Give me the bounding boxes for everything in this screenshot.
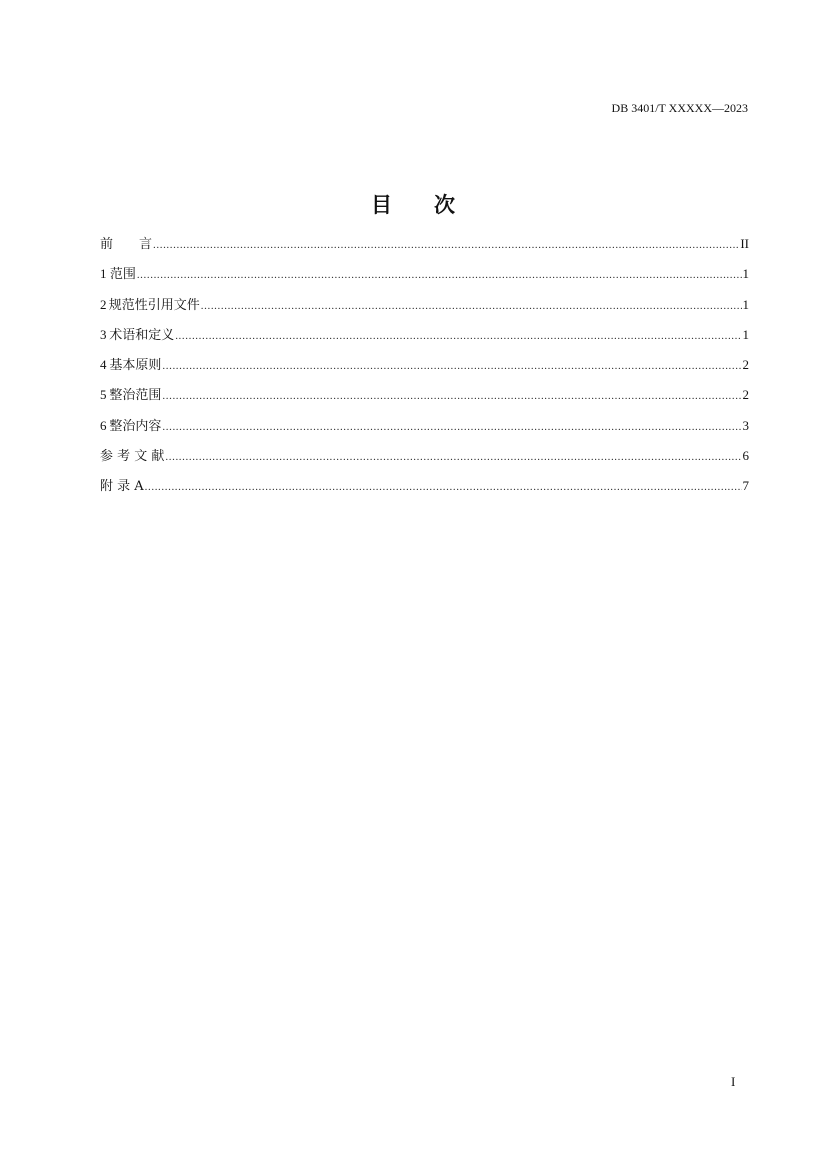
toc-entry-page: 1 <box>742 266 749 282</box>
toc-entry-bibliography[interactable] <box>100 446 749 476</box>
dot-leader <box>145 477 742 497</box>
toc-entry-page: 2 <box>742 357 749 373</box>
toc-entry-label: 前 言 <box>100 237 153 252</box>
toc-entry-label: 范围 <box>109 267 136 283</box>
table-of-contents <box>100 234 749 507</box>
dot-leader <box>162 386 741 406</box>
toc-entry-label: 附 录 A <box>100 479 144 495</box>
dot-leader <box>137 265 742 285</box>
dot-leader <box>201 296 742 316</box>
toc-entry-appendix-a[interactable] <box>100 476 749 506</box>
toc-entry-number: 2 <box>100 296 107 312</box>
dot-leader <box>165 447 741 467</box>
toc-entry-label: 术语和定义 <box>109 327 175 343</box>
toc-entry-principles[interactable] <box>100 355 749 385</box>
toc-entry-number: 1 <box>100 266 107 282</box>
toc-entry-normative-references[interactable] <box>100 295 749 325</box>
toc-entry-page: 7 <box>742 478 749 494</box>
toc-entry-page: 1 <box>742 296 749 312</box>
toc-entry-scope[interactable] <box>100 264 749 294</box>
dot-leader <box>153 235 739 255</box>
dot-leader <box>175 326 741 346</box>
toc-entry-label: 整治内容 <box>109 418 162 434</box>
dot-leader <box>162 417 741 437</box>
toc-entry-page: 1 <box>742 326 749 342</box>
toc-entry-page: 2 <box>742 387 749 403</box>
toc-entry-page: II <box>740 236 749 251</box>
toc-entry-foreword[interactable] <box>100 234 749 264</box>
toc-entry-number: 5 <box>100 387 107 403</box>
toc-entry-number: 3 <box>100 326 107 342</box>
page-number: I <box>731 1074 736 1089</box>
toc-entry-label: 基本原则 <box>109 358 162 374</box>
toc-entry-remediation-scope[interactable] <box>100 385 749 415</box>
toc-entry-remediation-content[interactable] <box>100 416 749 446</box>
toc-entry-number: 4 <box>100 357 107 373</box>
page-title: 目次 <box>371 193 497 217</box>
toc-entry-terms[interactable] <box>100 325 749 355</box>
toc-entry-label: 规范性引用文件 <box>108 297 200 313</box>
toc-entry-label: 整治范围 <box>109 388 162 404</box>
dot-leader <box>162 356 741 376</box>
toc-entry-label: 参 考 文 献 <box>100 449 165 465</box>
toc-entry-number: 6 <box>100 417 107 433</box>
document-code: DB 3401/T XXXXX—2023 <box>611 101 748 115</box>
toc-entry-page: 6 <box>742 448 749 464</box>
toc-entry-page: 3 <box>742 417 749 433</box>
